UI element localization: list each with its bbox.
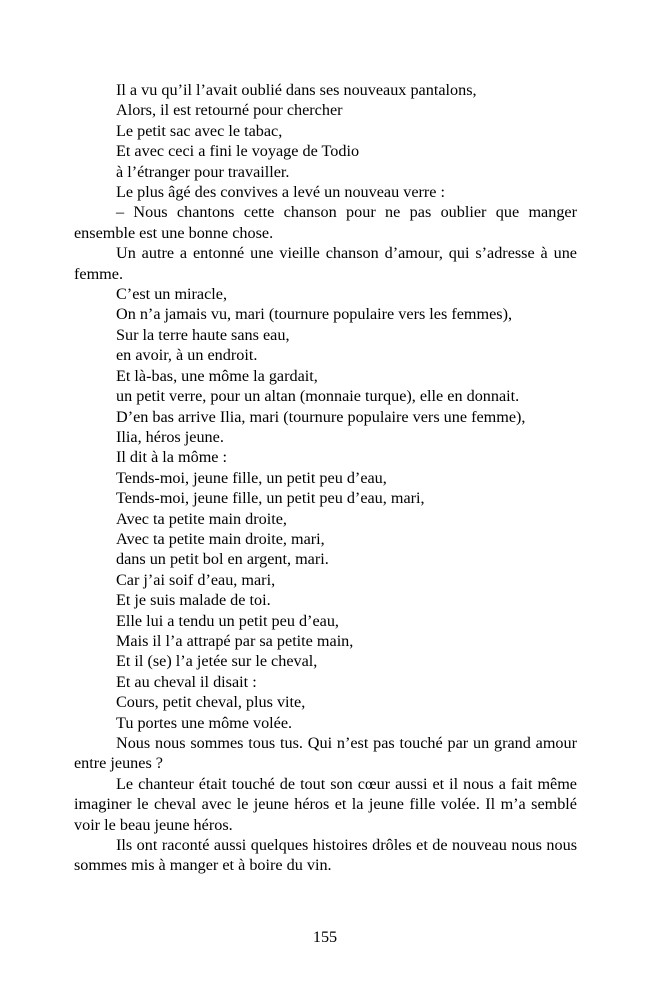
- paragraph: en avoir, à un endroit.: [116, 346, 258, 365]
- paragraph: Mais il l’a attrapé par sa petite main,: [116, 631, 354, 650]
- paragraph: Tends-moi, jeune fille, un petit peu d’eau,: [116, 468, 387, 487]
- page-text-body: [74, 80, 577, 876]
- paragraph: dans un petit bol en argent, mari.: [116, 550, 329, 569]
- paragraph: Tu portes une môme volée.: [116, 713, 293, 732]
- paragraph: Ilia, héros jeune.: [116, 427, 224, 446]
- page-number: 155: [312, 928, 338, 946]
- paragraph: Le plus âgé des convives a levé un nouveau verre :: [116, 183, 446, 202]
- paragraph: Nous nous sommes tous tus. Qui n’est pas touché par un grand amour entre jeunes ?: [74, 734, 577, 773]
- paragraph: Elle lui a tendu un petit peu d’eau,: [116, 611, 339, 630]
- paragraph: à l’étranger pour travailler.: [116, 162, 290, 181]
- paragraph: Car j’ai soif d’eau, mari,: [116, 570, 276, 589]
- paragraph: Le chanteur était touché de tout son cœur aussi et il nous a fait même imaginer le cheval avec le jeune héros et la jeune fille volée. Il m’a semblé voir le beau jeune héros.: [74, 774, 577, 834]
- paragraph: On n’a jamais vu, mari (tournure populaire vers les femmes),: [116, 305, 513, 324]
- paragraph: Avec ta petite main droite, mari,: [116, 529, 325, 548]
- paragraph: Tends-moi, jeune fille, un petit peu d’eau, mari,: [116, 489, 425, 508]
- paragraph: Il a vu qu’il l’avait oublié dans ses nouveaux pantalons,: [116, 81, 477, 99]
- paragraph: Avec ta petite main droite,: [116, 509, 287, 528]
- paragraph: Cours, petit cheval, plus vite,: [116, 693, 306, 712]
- paragraph: Et au cheval il disait :: [116, 672, 257, 691]
- paragraph: Et je suis malade de toi.: [116, 591, 271, 610]
- paragraph: un petit verre, pour un altan (monnaie turque), elle en donnait.: [116, 387, 520, 406]
- paragraph: Il dit à la môme :: [116, 448, 228, 467]
- paragraph: Et avec ceci a fini le voyage de Todio: [116, 142, 360, 161]
- paragraph: Et il (se) l’a jetée sur le cheval,: [116, 652, 318, 671]
- paragraph: D’en bas arrive Ilia, mari (tournure populaire vers une femme),: [116, 407, 526, 426]
- paragraph: Un autre a entonné une vieille chanson d’amour, qui s’adresse à une femme.: [74, 244, 577, 283]
- paragraph: Sur la terre haute sans eau,: [116, 325, 290, 344]
- paragraph: C’est un miracle,: [116, 285, 228, 304]
- paragraph: Et là-bas, une môme la gardait,: [116, 366, 318, 385]
- paragraph: – Nous chantons cette chanson pour ne pas oublier que manger ensemble est une bonne chose.: [74, 203, 577, 242]
- paragraph: Ils ont raconté aussi quelques histoires drôles et de nouveau nous nous sommes mis à manger et à boire du vin.: [74, 836, 577, 875]
- paragraph: Alors, il est retourné pour chercher: [116, 101, 343, 120]
- paragraph: Le petit sac avec le tabac,: [116, 121, 283, 140]
